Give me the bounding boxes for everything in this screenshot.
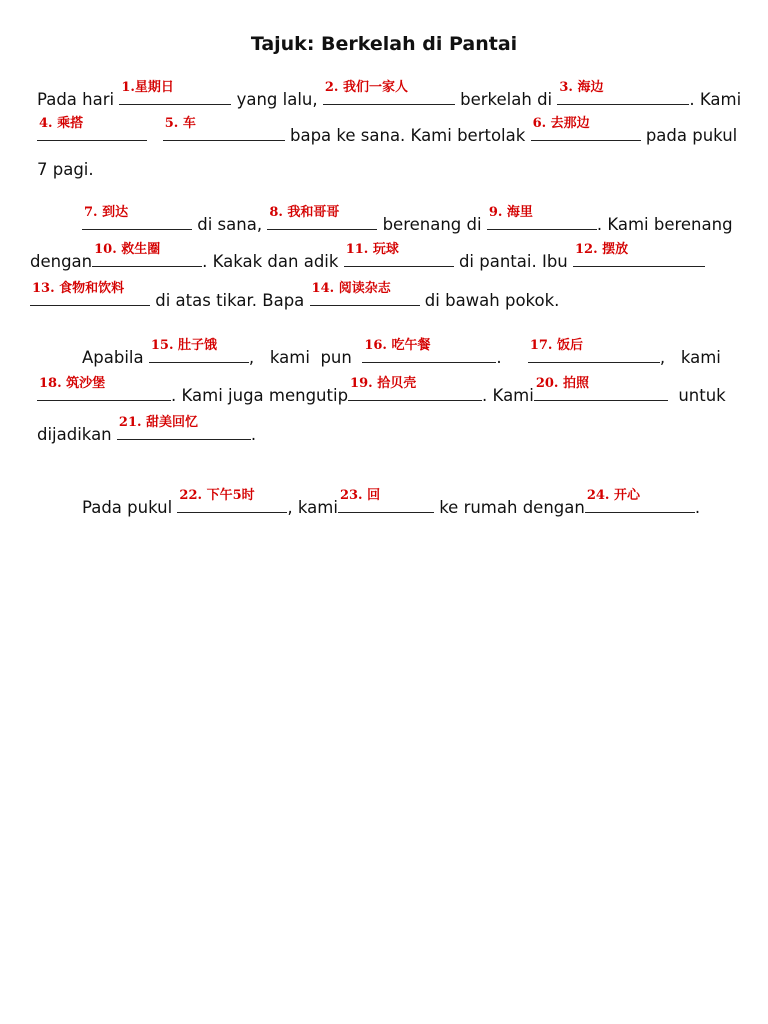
answer-2: 2. 我们一家人 xyxy=(324,80,408,95)
text-kami-4: , kami xyxy=(287,498,338,517)
answer-7: 7. 到达 xyxy=(84,205,129,220)
text-yang-lalu: yang lalu, xyxy=(236,90,318,109)
answer-blank-19[interactable] xyxy=(348,376,482,401)
answer-3: 3. 海边 xyxy=(559,80,604,95)
text-di-sana: di sana, xyxy=(197,215,263,234)
answer-19: 19. 拾贝壳 xyxy=(350,376,417,391)
answer-24: 24. 开心 xyxy=(586,488,640,503)
answer-16: 16. 吃午餐 xyxy=(364,338,431,353)
text-7-pagi: 7 pagi. xyxy=(37,160,94,179)
text-dengan: dengan xyxy=(30,252,93,271)
sentence-line-4 xyxy=(82,205,733,235)
answer-blank-21[interactable] xyxy=(117,415,251,440)
answer-18: 18. 筑沙堡 xyxy=(39,376,106,391)
answer-13: 13. 食物和饮料 xyxy=(32,281,125,296)
answer-blank-10[interactable] xyxy=(92,242,202,267)
sentence-line-2 xyxy=(37,116,738,146)
answer-1: 1.星期日 xyxy=(121,80,174,95)
text-berenang-di: berenang di xyxy=(382,215,482,234)
text-di-atas-tikar: di atas tikar. Bapa xyxy=(155,291,305,310)
text-kami-juga-mengutip: . Kami juga mengutip xyxy=(171,386,349,405)
answer-6: 6. 去那边 xyxy=(532,116,590,131)
sentence-line-9 xyxy=(37,415,257,445)
answer-10: 10. 救生圈 xyxy=(94,242,161,257)
text-pada-hari: Pada hari xyxy=(37,90,115,109)
answer-11: 11. 玩球 xyxy=(345,242,399,257)
text-pada-pukul-2: Pada pukul xyxy=(82,498,173,517)
text-kakak-dan-adik: . Kakak dan adik xyxy=(202,252,339,271)
answer-blank-4[interactable] xyxy=(37,116,147,141)
answer-blank-16[interactable] xyxy=(362,338,496,363)
answer-blank-6[interactable] xyxy=(531,116,641,141)
text-apabila: Apabila xyxy=(82,348,144,367)
answer-blank-5[interactable] xyxy=(163,116,285,141)
answer-blank-13[interactable] xyxy=(30,281,150,306)
text-di-pantai-ibu: di pantai. Ibu xyxy=(458,252,568,271)
answer-blank-2[interactable] xyxy=(323,80,455,105)
text-kami: . Kami xyxy=(689,90,742,109)
text-berkelah-di: berkelah di xyxy=(460,90,553,109)
sentence-line-3 xyxy=(37,160,94,180)
sentence-line-7 xyxy=(82,338,721,368)
text-bapa-ke-sana: bapa ke sana. Kami bertolak xyxy=(290,126,526,145)
text-kami: kami xyxy=(269,348,310,367)
answer-blank-24[interactable] xyxy=(585,488,695,513)
answer-15: 15. 肚子饿 xyxy=(150,338,218,353)
answer-blank-20[interactable] xyxy=(534,376,668,401)
answer-20: 20. 拍照 xyxy=(535,376,589,391)
answer-blank-9[interactable] xyxy=(487,205,597,230)
text-kami-3: . Kami xyxy=(482,386,534,405)
sentence-line-5 xyxy=(30,242,705,272)
worksheet-title: Tajuk: Berkelah di Pantai xyxy=(250,33,518,55)
answer-23: 23. 回 xyxy=(339,488,381,503)
text-di-bawah-pokok: di bawah pokok. xyxy=(424,291,560,310)
text-untuk: untuk xyxy=(678,386,726,405)
answer-blank-14[interactable] xyxy=(310,281,420,306)
answer-blank-7[interactable] xyxy=(82,205,192,230)
answer-5: 5. 车 xyxy=(164,116,196,131)
punct: . xyxy=(250,425,257,444)
text-pada-pukul: pada pukul xyxy=(645,126,738,145)
punct: . xyxy=(694,498,701,517)
punct: , xyxy=(248,348,255,367)
answer-14: 14. 阅读杂志 xyxy=(311,281,391,296)
answer-blank-23[interactable] xyxy=(338,488,434,513)
answer-21: 21. 甜美回忆 xyxy=(118,415,199,430)
answer-8: 8. 我和哥哥 xyxy=(269,205,340,220)
answer-12: 12. 摆放 xyxy=(575,242,629,257)
sentence-line-10 xyxy=(82,488,701,518)
answer-blank-3[interactable] xyxy=(557,80,689,105)
text-kami-berenang: . Kami berenang xyxy=(596,215,733,234)
answer-22: 22. 下午5时 xyxy=(179,488,255,503)
sentence-line-1 xyxy=(37,80,742,110)
answer-blank-1[interactable] xyxy=(119,80,231,105)
text-dijadikan: dijadikan xyxy=(37,425,112,444)
answer-blank-22[interactable] xyxy=(177,488,287,513)
answer-blank-11[interactable] xyxy=(344,242,454,267)
answer-blank-12[interactable] xyxy=(573,242,705,267)
text-kami-2: kami xyxy=(680,348,721,367)
text-pun: pun xyxy=(320,348,352,367)
text-ke-rumah-dengan: ke rumah dengan xyxy=(439,498,585,517)
answer-blank-15[interactable] xyxy=(149,338,249,363)
sentence-line-6 xyxy=(30,281,560,311)
sentence-line-8 xyxy=(37,376,726,406)
punct: . xyxy=(496,348,502,367)
answer-blank-18[interactable] xyxy=(37,376,171,401)
answer-17: 17. 饭后 xyxy=(529,338,583,353)
answer-blank-8[interactable] xyxy=(267,205,377,230)
answer-4: 4. 乘搭 xyxy=(39,116,84,131)
answer-blank-17[interactable] xyxy=(528,338,660,363)
answer-9: 9. 海里 xyxy=(488,205,533,220)
punct: , xyxy=(659,348,666,367)
